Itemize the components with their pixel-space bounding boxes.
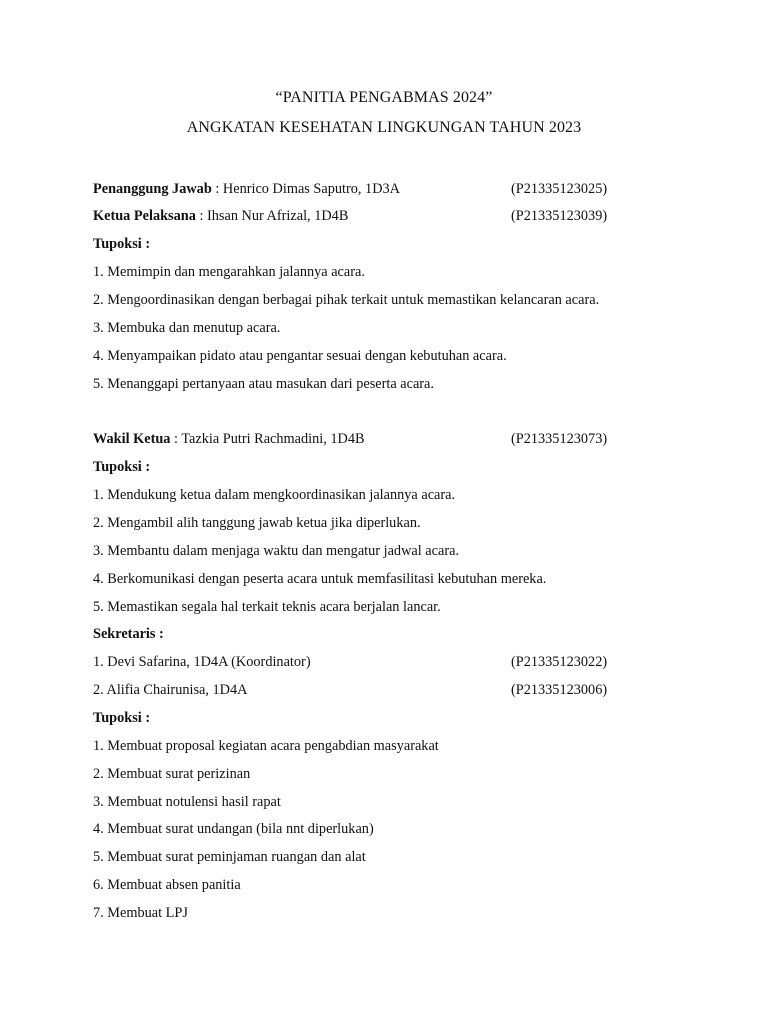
ketua-tupoksi-label: Tupoksi : bbox=[93, 236, 151, 252]
ketua-task-1: 1. Memimpin dan mengarahkan jalannya acara. bbox=[93, 264, 365, 280]
wakil-ketua-role: Wakil Ketua bbox=[93, 431, 171, 447]
sekretaris-member-2: 2. Alifia Chairunisa, 1D4A bbox=[93, 682, 248, 698]
wakil-task-4: 4. Berkomunikasi dengan peserta acara untuk memfasilitasi kebutuhan mereka. bbox=[93, 571, 547, 587]
penanggung-jawab-role: Penanggung Jawab bbox=[93, 181, 212, 197]
ketua-task-3: 3. Membuka dan menutup acara. bbox=[93, 320, 281, 336]
ketua-pelaksana-row bbox=[93, 207, 348, 225]
sekretaris-member-2-nim: (P21335123006) bbox=[511, 682, 608, 698]
penanggung-jawab-row bbox=[93, 180, 400, 198]
wakil-tupoksi-label: Tupoksi : bbox=[93, 459, 151, 475]
sekretaris-member-1-nim: (P21335123022) bbox=[511, 654, 608, 670]
sekretaris-task-7: 7. Membuat LPJ bbox=[93, 905, 188, 921]
wakil-ketua-name: : Tazkia Putri Rachmadini, 1D4B bbox=[174, 431, 365, 447]
ketua-task-4: 4. Menyampaikan pidato atau pengantar sesuai dengan kebutuhan acara. bbox=[93, 348, 507, 364]
ketua-task-2: 2. Mengoordinasikan dengan berbagai pihak terkait untuk memastikan kelancaran acara. bbox=[93, 292, 600, 308]
penanggung-jawab-name: : Henrico Dimas Saputro, 1D3A bbox=[215, 181, 400, 197]
wakil-task-3: 3. Membantu dalam menjaga waktu dan mengatur jadwal acara. bbox=[93, 543, 460, 559]
document-title: “PANITIA PENGABMAS 2024” bbox=[275, 89, 493, 106]
ketua-pelaksana-name: : Ihsan Nur Afrizal, 1D4B bbox=[199, 208, 349, 224]
sekretaris-task-3: 3. Membuat notulensi hasil rapat bbox=[93, 794, 281, 810]
sekretaris-label: Sekretaris : bbox=[93, 626, 164, 642]
sekretaris-task-4: 4. Membuat surat undangan (bila nnt diperlukan) bbox=[93, 821, 374, 837]
sekretaris-task-5: 5. Membuat surat peminjaman ruangan dan alat bbox=[93, 849, 366, 865]
wakil-task-2: 2. Mengambil alih tanggung jawab ketua jika diperlukan. bbox=[93, 515, 421, 531]
ketua-task-5: 5. Menanggapi pertanyaan atau masukan dari peserta acara. bbox=[93, 376, 434, 392]
wakil-ketua-row bbox=[93, 430, 365, 448]
sekretaris-task-2: 2. Membuat surat perizinan bbox=[93, 766, 251, 782]
sekretaris-tupoksi-label: Tupoksi : bbox=[93, 710, 151, 726]
penanggung-jawab-nim: (P21335123025) bbox=[511, 181, 608, 197]
sekretaris-task-1: 1. Membuat proposal kegiatan acara pengabdian masyarakat bbox=[93, 738, 439, 754]
ketua-pelaksana-nim: (P21335123039) bbox=[511, 208, 608, 224]
wakil-task-5: 5. Memastikan segala hal terkait teknis acara berjalan lancar. bbox=[93, 599, 441, 615]
wakil-ketua-nim: (P21335123073) bbox=[511, 431, 608, 447]
sekretaris-task-6: 6. Membuat absen panitia bbox=[93, 877, 241, 893]
document-subtitle: ANGKATAN KESEHATAN LINGKUNGAN TAHUN 2023 bbox=[186, 119, 582, 136]
sekretaris-member-1: 1. Devi Safarina, 1D4A (Koordinator) bbox=[93, 654, 311, 670]
wakil-task-1: 1. Mendukung ketua dalam mengkoordinasikan jalannya acara. bbox=[93, 487, 456, 503]
ketua-pelaksana-role: Ketua Pelaksana bbox=[93, 208, 196, 224]
